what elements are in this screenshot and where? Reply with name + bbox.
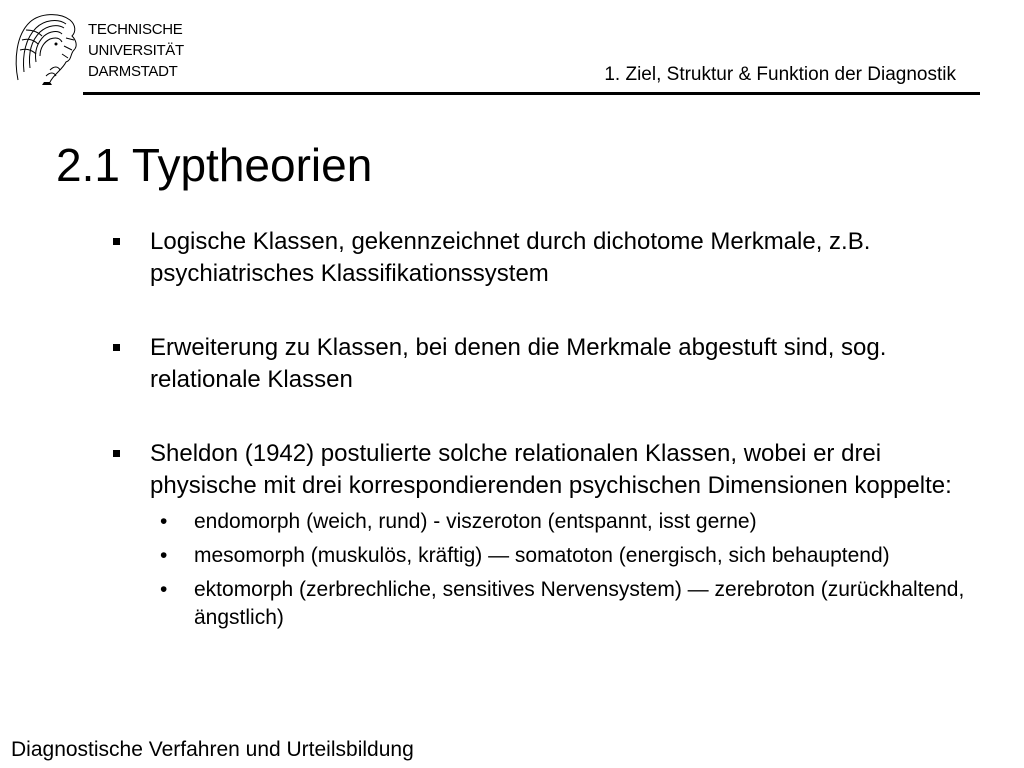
dot-bullet-icon: •	[160, 578, 168, 601]
footer-course-title: Diagnostische Verfahren und Urteilsbildung	[11, 738, 414, 761]
university-name-line-3: DARMSTADT	[88, 63, 178, 80]
sub-bullet-item	[112, 576, 992, 632]
dot-bullet-icon: •	[160, 510, 168, 533]
sub-bullet-item	[112, 542, 992, 570]
bullet-item	[112, 438, 992, 502]
square-bullet-icon	[113, 238, 120, 245]
header-divider	[83, 92, 980, 95]
sub-bullet-text: ektomorph (zerbrechliche, sensitives Nervensystem) — zerebroton (zurückhaltend, ängstlich)	[194, 578, 965, 629]
sub-bullet-list	[112, 508, 992, 632]
bullet-text: Logische Klassen, gekennzeichnet durch dichotome Merkmale, z.B. psychiatrisches Klassifikationssystem	[150, 228, 871, 287]
bullet-item	[112, 332, 992, 396]
square-bullet-icon	[113, 344, 120, 351]
square-bullet-icon	[113, 450, 120, 457]
dot-bullet-icon: •	[160, 544, 168, 567]
university-name-line-1: TECHNISCHE	[88, 21, 183, 38]
university-name	[88, 19, 184, 82]
slide-title: 2.1 Typtheorien	[56, 139, 373, 191]
bullet-text: Erweiterung zu Klassen, bei denen die Merkmale abgestuft sind, sog. relationale Klassen	[150, 334, 887, 393]
section-header: 1. Ziel, Struktur & Funktion der Diagnostik	[604, 64, 956, 85]
bullet-item	[112, 226, 992, 290]
university-name-line-2: UNIVERSITÄT	[88, 42, 184, 59]
bullet-text: Sheldon (1942) postulierte solche relationalen Klassen, wobei er drei physische mit drei korrespondierenden psychischen Dimensionen koppelte:	[150, 440, 952, 499]
sub-bullet-item	[112, 508, 992, 536]
sub-bullet-text: mesomorph (muskulös, kräftig) — somatoton (energisch, sich behauptend)	[194, 544, 890, 567]
slide-content	[112, 226, 992, 632]
university-logo-athena-icon	[10, 10, 80, 85]
sub-bullet-text: endomorph (weich, rund) - viszeroton (entspannt, isst gerne)	[194, 510, 757, 533]
